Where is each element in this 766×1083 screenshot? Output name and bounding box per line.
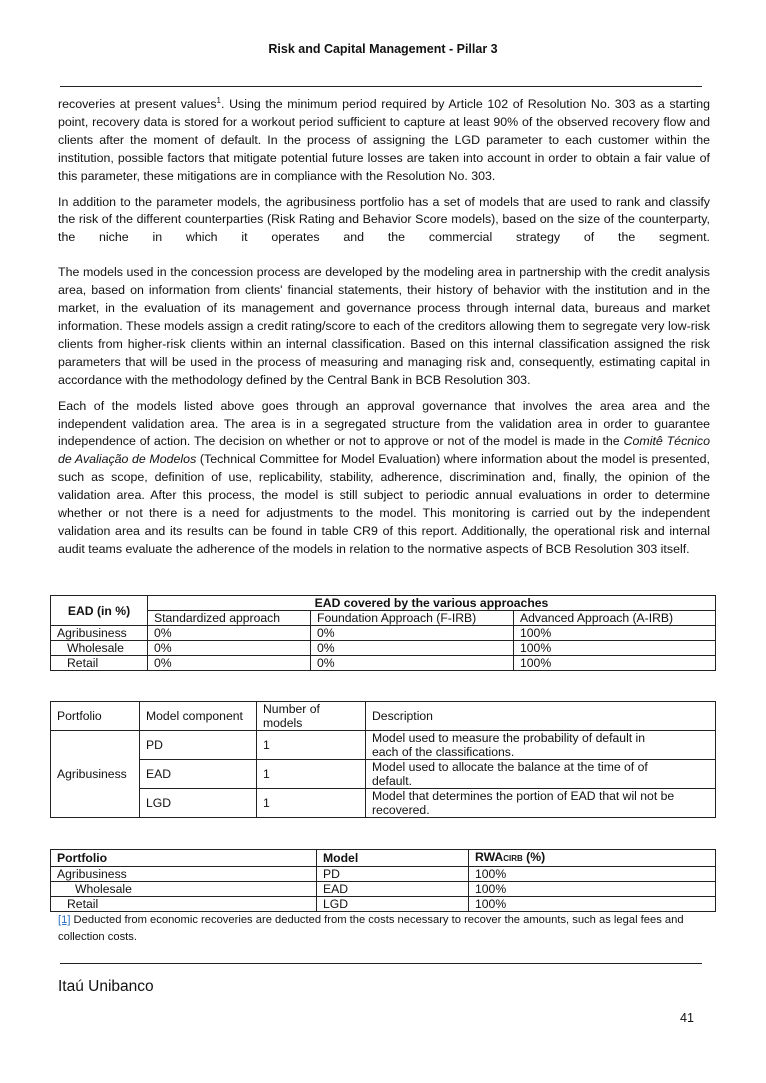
table-cell: 100% xyxy=(514,641,716,656)
column-header: Foundation Approach (F-IRB) xyxy=(311,611,514,626)
table-cell: 0% xyxy=(148,626,311,641)
rwa-table xyxy=(50,849,716,912)
models-table xyxy=(50,701,716,818)
column-header xyxy=(469,850,716,867)
table-row xyxy=(51,731,716,760)
body-text xyxy=(58,96,710,567)
table-header-row xyxy=(51,702,716,731)
rwa-cell: 100% xyxy=(469,882,716,897)
paragraph-text: recoveries at present values xyxy=(58,97,217,111)
table-cell: 0% xyxy=(311,656,514,671)
model-component-cell: PD xyxy=(140,731,257,760)
rwa-suffix: (%) xyxy=(522,850,546,864)
footnote-text: Deducted from economic recoveries are deducted from the costs necessary to recover the amounts, such as legal fees and collection costs. xyxy=(58,914,684,943)
table-header-row xyxy=(51,596,716,611)
ead-coverage-table xyxy=(50,595,716,671)
page-number: 41 xyxy=(680,1011,694,1025)
group-header: EAD covered by the various approaches xyxy=(148,596,716,611)
row-label: Agribusiness xyxy=(51,626,148,641)
column-header: Number of models xyxy=(257,702,366,731)
model-count-cell: 1 xyxy=(257,789,366,818)
model-cell: LGD xyxy=(317,897,469,912)
committee-name: Comitê Técnico de Avaliação de Modelos xyxy=(58,434,710,467)
company-name: Itaú Unibanco xyxy=(58,978,154,995)
model-cell: PD xyxy=(317,867,469,882)
table-cell: 100% xyxy=(514,656,716,671)
model-component-cell: EAD xyxy=(140,760,257,789)
model-count-cell: 1 xyxy=(257,731,366,760)
paragraph-recoveries xyxy=(58,96,710,186)
page-header-title: Risk and Capital Management - Pillar 3 xyxy=(268,42,498,56)
table-cell: 0% xyxy=(148,656,311,671)
column-header: Model component xyxy=(140,702,257,731)
column-header: Model xyxy=(317,850,469,867)
description-cell: Model used to allocate the balance at the time of of default. xyxy=(366,760,716,789)
header-divider xyxy=(60,86,702,87)
table-row xyxy=(51,760,716,789)
row-label: Retail xyxy=(51,656,148,671)
table-subheader-row xyxy=(51,611,716,626)
paragraph-text: . Using the minimum period required by Article 102 of Resolution No. 303 as a starting point, recovery data is stored for a workout period sufficient to capture at least 90% of the observed recovery flow and clients after the moment of default. In the process of assigning the LGD parameter to each customer within the institution, possible factors that mitigate potential future losses are taken into account in order to obtain a fair value of this parameter, these mitigations are in compliance with the Resolution No. 303. xyxy=(58,97,710,183)
rwa-subscript: CIRB xyxy=(503,854,523,863)
footnote-marker: 1 xyxy=(216,95,221,105)
footer-divider xyxy=(60,963,702,964)
column-header: Portfolio xyxy=(51,702,140,731)
row-label: Wholesale xyxy=(51,641,148,656)
description-cell: Model used to measure the probability of default in each of the classifications. xyxy=(366,731,716,760)
footnote-link[interactable]: [1] xyxy=(58,914,71,926)
portfolio-cell: Wholesale xyxy=(51,882,317,897)
table-corner-header: EAD (in %) xyxy=(51,596,148,626)
table-row xyxy=(51,867,716,882)
paragraph-agribusiness-models: In addition to the parameter models, the agribusiness portfolio has a set of models that are used to rank and classify the risk of the different counterparties (Risk Rating and Behavior Score models), based on the size of the counterparty, the niche in which it operates and the commercial strategy of the segment. xyxy=(58,194,710,245)
footnote xyxy=(58,912,708,946)
table-header-row xyxy=(51,850,716,867)
paragraph-concession-models: The models used in the concession process are developed by the modeling area in partnership with the credit analysis area, based on information from clients' financial statements, their history of behavior with the institution and in the market, in the evaluation of its management and governance process through internal data, bureaus and market information. These models assign a credit rating/score to each of the creditors allowing them to segregate very low-risk clients from higher-risk clients within an internal classification. Based on this internal classification assigned the risk parameters that will be used in the process of measuring and managing risk and, consequently, estimating capital in accordance with the methodology defined by the Central Bank in BCB Resolution 303. xyxy=(58,265,710,387)
column-header: Standardized approach xyxy=(148,611,311,626)
table-row xyxy=(51,882,716,897)
table-cell: 0% xyxy=(148,641,311,656)
table-row xyxy=(51,656,716,671)
rwa-label: RWA xyxy=(475,850,504,864)
paragraph-text: (Technical Committee for Model Evaluation) where information about the model is presented, such as scope, definition of use, replicability, stability, adherence, discrimination and, finally, the opinion of the validation area. After this process, the model is still subject to periodic annual evaluations in order to determine whether or not there is a need for adjustments to the model. This monitoring is carried out by the independent validation area and its results can be found in table CR9 of this report. Additionally, the operational risk and internal audit teams evaluate the adherence of the models in relation to the normative aspects of BCB Resolution 303 itself. xyxy=(58,452,710,556)
table-row xyxy=(51,626,716,641)
rwa-cell: 100% xyxy=(469,897,716,912)
model-component-cell: LGD xyxy=(140,789,257,818)
paragraph-text: Each of the models listed above goes through an approval governance that involves the area area and the independent validation area. The area is in a segregated structure from the validation area in order to guarantee independence of action. The decision on whether or not to approve or not of the model is made in the xyxy=(58,398,710,449)
table-cell: 0% xyxy=(311,641,514,656)
portfolio-cell: Retail xyxy=(51,897,317,912)
column-header: Portfolio xyxy=(51,850,317,867)
table-cell: 100% xyxy=(514,626,716,641)
portfolio-cell: Agribusiness xyxy=(51,867,317,882)
description-cell: Model that determines the portion of EAD that wil not be recovered. xyxy=(366,789,716,818)
rwa-cell: 100% xyxy=(469,867,716,882)
model-cell: EAD xyxy=(317,882,469,897)
portfolio-cell: Agribusiness xyxy=(51,731,140,818)
column-header: Advanced Approach (A-IRB) xyxy=(514,611,716,626)
table-row xyxy=(51,789,716,818)
column-header: Description xyxy=(366,702,716,731)
paragraph-approval-governance xyxy=(58,398,710,559)
table-row xyxy=(51,641,716,656)
table-row xyxy=(51,897,716,912)
model-count-cell: 1 xyxy=(257,760,366,789)
table-cell: 0% xyxy=(311,626,514,641)
